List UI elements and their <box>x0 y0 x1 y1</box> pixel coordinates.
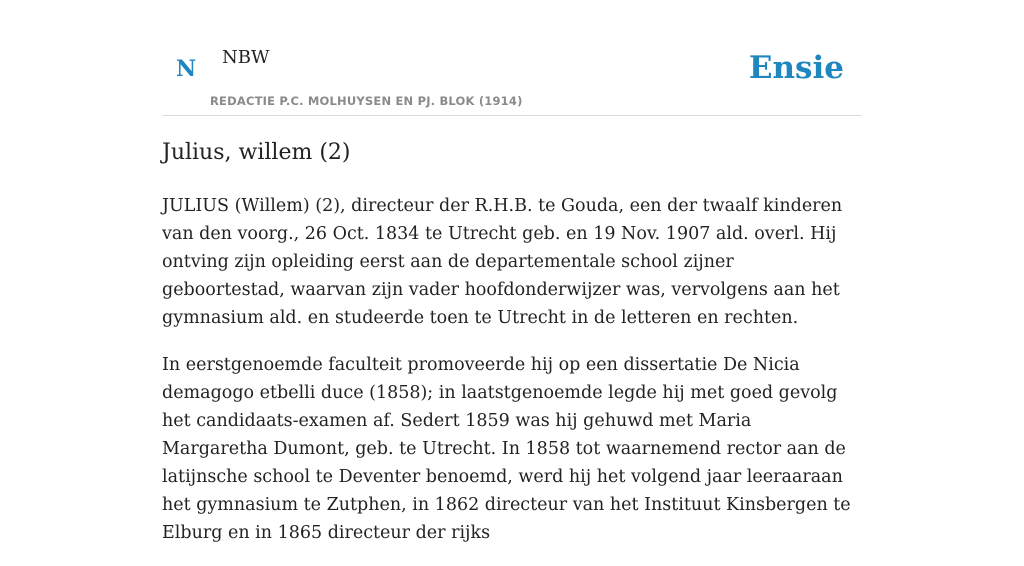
source-name[interactable]: NBW <box>222 47 270 68</box>
article-title: Julius, willem (2) <box>162 140 351 165</box>
page-container <box>162 0 862 543</box>
brand-logo-link[interactable]: Ensie <box>748 50 844 86</box>
source-logo-icon[interactable]: N <box>176 56 197 82</box>
article-paragraph: JULIUS (Willem) (2), directeur der R.H.B. te Gouda, een der twaalf kinderen van den voorg., 26 Oct. 1834 te Utrecht geb. en 19 Nov. 1907 ald. overl. Hij ontving zijn opleiding eerst aan de departementale school zijner geboortestad, waarvan zijn vader hoofdonderwijzer was, vervolgens aan het gymnasium ald. en studeerde toen te Utrecht in de letteren en rechten. <box>162 196 843 328</box>
article-paragraph: In eerstgenoemde faculteit promoveerde hij op een dissertatie De Nicia demagogo etbelli duce (1858); in laatstgenoemde legde hij met goed gevolg het candidaats-examen af. Sedert 1859 was hij gehuwd met Maria Margaretha Dumont, geb. te Utrecht. In 1858 tot waarnemend rector aan de latijnsche school te Deventer benoemd, werd hij het volgend jaar leeraaraan het gymnasium te Zutphen, in 1862 directeur van het Instituut Kinsbergen te Elburg en in 1865 directeur der rijks <box>162 355 851 543</box>
article-body <box>162 192 862 566</box>
page-header <box>162 0 862 116</box>
source-subtitle: REDACTIE P.C. MOLHUYSEN EN PJ. BLOK (1914) <box>210 94 523 108</box>
